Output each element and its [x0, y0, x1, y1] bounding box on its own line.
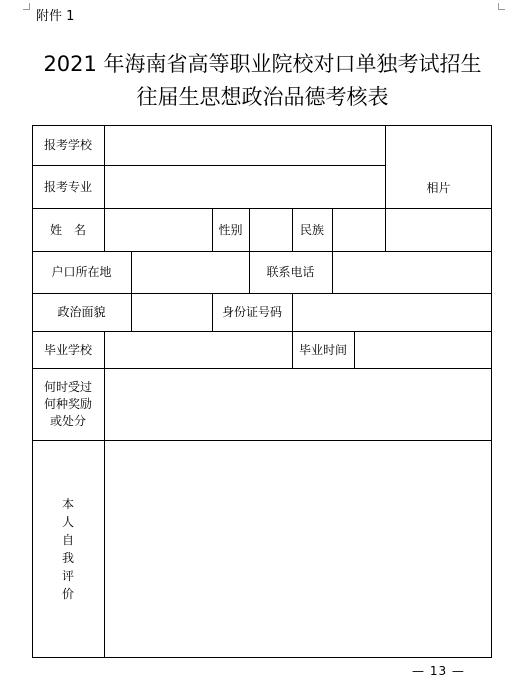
id-number-label: 身份证号码 — [221, 305, 282, 319]
col-divider — [131, 293, 132, 331]
col-divider — [104, 368, 105, 658]
col-divider — [131, 251, 132, 293]
self-evaluation-label: 本人自我评价 — [61, 497, 74, 601]
grad-time-label: 毕业时间 — [298, 342, 347, 357]
document-title-line-1: 2021 年海南省高等职业院校对口单独考试招生 — [43, 52, 482, 76]
col-divider — [249, 208, 250, 251]
document-title-line-2: 往届生思想政治品德考核表 — [136, 85, 389, 109]
row-divider — [32, 440, 492, 441]
grad-school-label: 毕业学校 — [43, 342, 92, 357]
col-divider — [104, 331, 105, 368]
contact-label: 联系电话 — [266, 265, 315, 279]
awards-label: 何时受过何种奖励或处分 — [43, 379, 92, 428]
household-label: 户口所在地 — [51, 265, 112, 279]
photo-label: 相片 — [426, 181, 451, 195]
major-label: 报考专业 — [43, 179, 92, 194]
col-divider — [292, 293, 293, 331]
col-divider — [332, 251, 333, 293]
col-divider — [332, 208, 333, 251]
school-label: 报考学校 — [43, 138, 92, 152]
crop-mark-top-right — [498, 3, 505, 10]
col-divider — [104, 125, 105, 251]
col-divider — [354, 331, 355, 368]
crop-mark-top-left — [23, 3, 30, 10]
page-number: — 13 — — [412, 664, 465, 678]
ethnicity-label: 民族 — [299, 222, 324, 237]
gender-label: 性别 — [218, 222, 243, 237]
name-label: 姓 名 — [49, 222, 86, 237]
attachment-label: 附件 1 — [36, 9, 75, 24]
political-label: 政治面貌 — [57, 305, 106, 319]
row-divider — [32, 368, 492, 369]
